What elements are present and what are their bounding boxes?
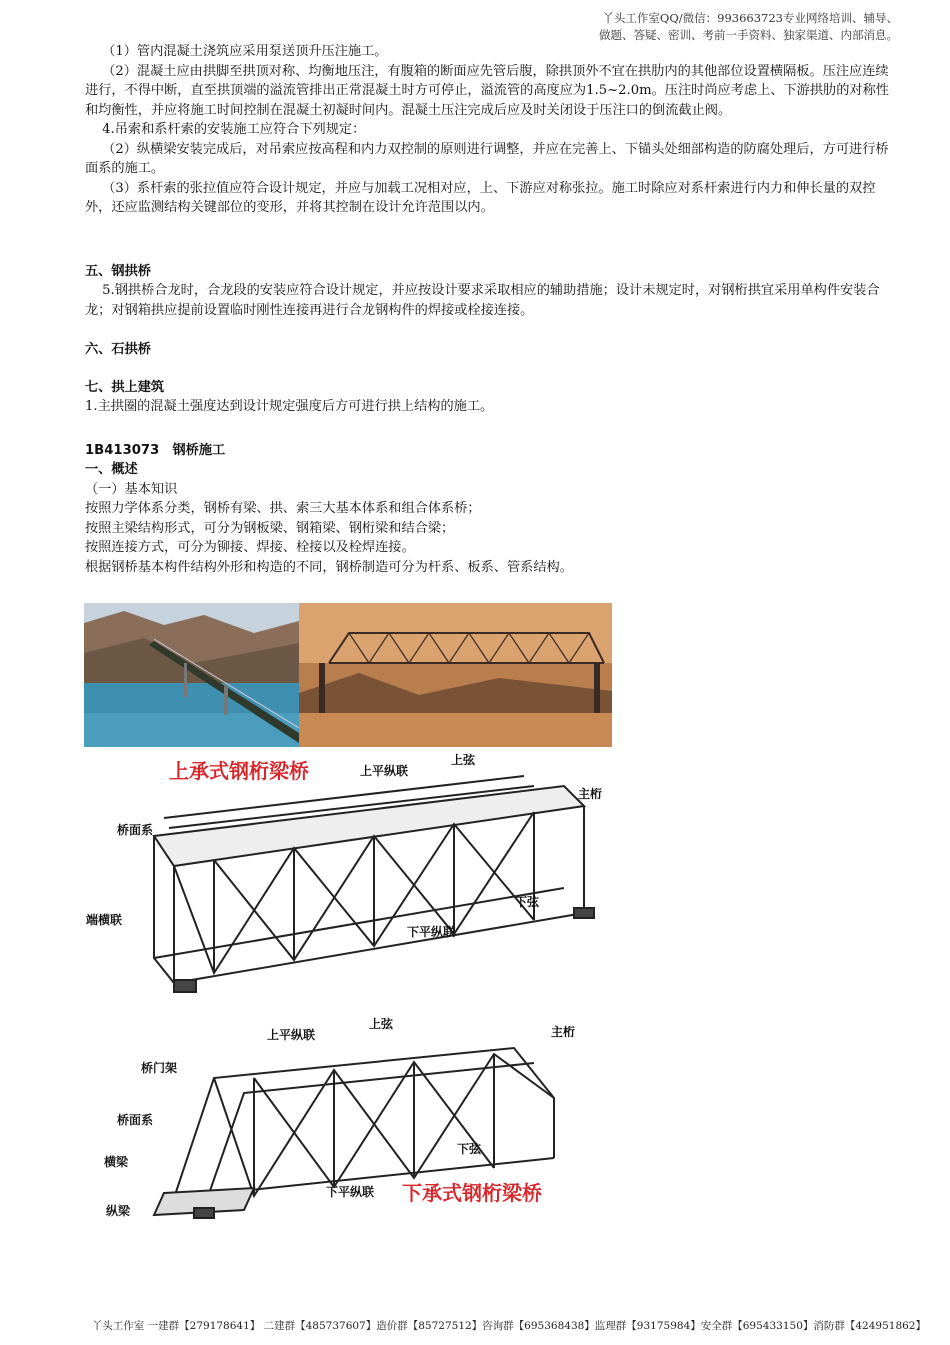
section-code-title: 1B413073 钢桥施工 <box>85 442 226 458</box>
page-footer: 丫头工作室 一建群【279178641】 二建群【485737607】造价群【85727512】咨询群【695368438】监理群【93175984】安全群【695433150】消防群【424951862】 <box>91 1320 926 1332</box>
paragraph: （3）系杆索的张拉值应符合设计规定，并应与加载工况相对应，上、下游应对称张拉。施工时除应对系杆索进行内力和伸长量的双控外，还应监测结构关键部位的变形，并将其控制在设计允许范围以内。 <box>85 180 876 215</box>
paragraph: （2）纵横梁安装完成后，对吊索应按高程和内力双控制的原则进行调整，并应在完善上、下锚头处细部构造的防腐处理后，方可进行桥面系的施工。 <box>85 141 889 176</box>
paragraph: （1）管内混凝土浇筑应采用泵送顶升压注施工。 <box>102 44 388 59</box>
paragraph: 4.吊索和系杆索的安装施工应符合下列规定： <box>102 122 366 137</box>
top-diagram-title: 上承式钢桁梁桥 <box>169 759 309 783</box>
paragraph: 5.钢拱桥合龙时，合龙段的安装应符合设计规定，并应按设计要求采取相应的辅助措施；设计未规定时，对钢桁拱宜采用单构件安装合龙；对钢箱拱应提前设置临时刚性连接再进行合龙钢构件的焊接或栓接连接。 <box>85 283 880 318</box>
truss-bridge-diagrams <box>84 748 624 1228</box>
label-deck-system: 桥面系 <box>117 823 154 837</box>
bottom-label-upper-chord: 上弦 <box>369 1017 394 1031</box>
paragraph: （2）混凝土应由拱脚至拱顶对称、均衡地压注，有腹箱的断面应先管后腹，除拱顶外不宜在拱肋内的其他部位设置横隔板。压注应连续进行，不得中断，直至拱顶端的溢流管排出正常混凝土时方可停止，溢流管的高度应为1.5~2.0m。压注时尚应考虑上、下游拱肋的对称性和均衡性，并应将施工时间控制在混凝土初凝时间内。混凝土压注完成后应及时关闭设于压注口的倒流截止阀。 <box>85 63 889 118</box>
bullet-line: 按照力学体系分类，钢桥有梁、拱、索三大基本体系和组合体系桥； <box>85 501 481 516</box>
section-heading-stone-arch: 六、石拱桥 <box>85 342 151 357</box>
header-line-2: 做题、答疑、密训、考前一手资料、独家渠道、内部消息。 <box>599 28 898 42</box>
label-lower-chord: 下弦 <box>515 895 540 909</box>
bottom-label-lower-chord: 下弦 <box>457 1142 482 1156</box>
label-portal-frame: 桥门架 <box>141 1061 178 1075</box>
bottom-label-lower-lateral: 下平纵联 <box>326 1185 375 1199</box>
label-end-sway-bracing: 端横联 <box>86 913 123 927</box>
bottom-diagram-title: 下承式钢桁梁桥 <box>402 1181 542 1205</box>
label-upper-lateral: 上平纵联 <box>360 764 409 778</box>
overview-heading: 一、概述 <box>85 462 138 477</box>
bullet-line: 按照连接方式，可分为铆接、焊接、栓接以及栓焊连接。 <box>85 540 415 555</box>
bottom-label-main-truss: 主桁 <box>551 1025 576 1039</box>
document-body <box>85 42 895 577</box>
bottom-label-upper-lateral: 上平纵联 <box>267 1028 316 1042</box>
label-upper-chord: 上弦 <box>451 753 476 767</box>
header-line-1: 丫头工作室QQ/微信：993663723专业网络培训、辅导、 <box>602 11 898 25</box>
section-heading-arch-structures: 七、拱上建筑 <box>85 379 165 395</box>
bridge-photos <box>84 603 612 747</box>
label-lower-lateral: 下平纵联 <box>407 925 456 939</box>
bullet-line: 按照主梁结构形式，可分为钢板梁、钢箱梁、钢桁梁和结合梁； <box>85 520 455 536</box>
label-main-truss: 主桁 <box>578 787 603 801</box>
label-cross-beam: 横梁 <box>104 1155 129 1169</box>
subheading: （一）基本知识 <box>85 481 178 497</box>
section-heading-steel-arch: 五、钢拱桥 <box>85 263 151 279</box>
paragraph: 1.主拱圈的混凝土强度达到设计规定强度后方可进行拱上结构的施工。 <box>85 399 494 414</box>
bottom-label-deck-system: 桥面系 <box>117 1113 154 1127</box>
bullet-line: 根据钢桥基本构件结构外形和构造的不同，钢桥制造可分为杆系、板系、管系结构。 <box>85 559 573 575</box>
lake-bridge-photo <box>84 603 299 747</box>
page-header <box>478 10 898 44</box>
label-stringer: 纵梁 <box>106 1204 131 1218</box>
sunset-truss-photo <box>299 603 612 747</box>
